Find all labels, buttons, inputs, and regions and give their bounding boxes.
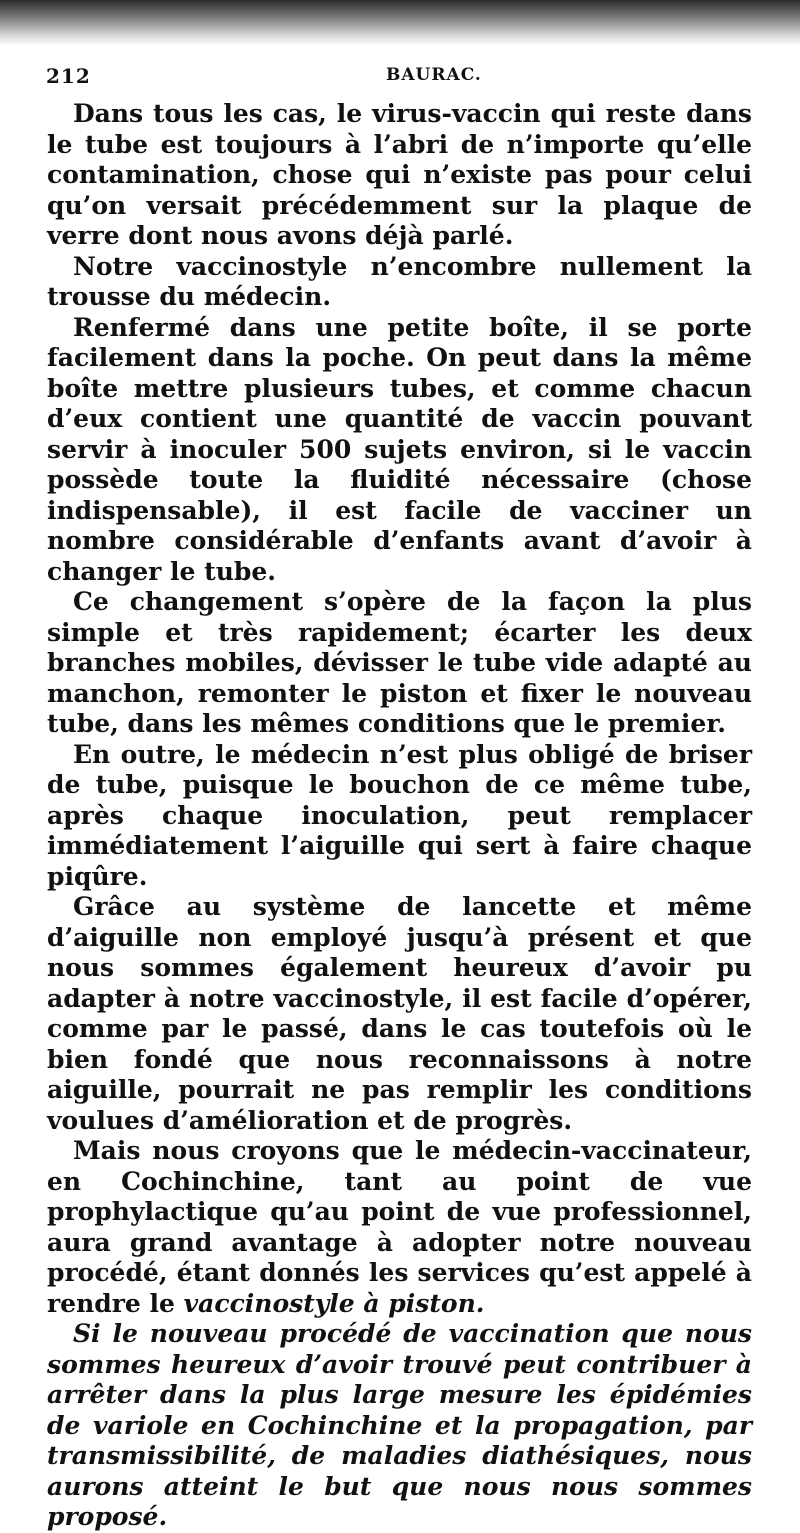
closing-paragraph: Si le nouveau procédé de vaccination que nous sommes heureux d’avoir trouvé peut contribuer à arrêter dans la plus large mesure les épidémies de variole en Cochinchine et la propagation, par transmissibilité, de maladies diathésiques, nous aurons atteint le but que nous nous sommes proposé. <box>47 1319 752 1531</box>
page-top-edge <box>0 0 800 46</box>
paragraph: Ce changement s’opère de la façon la plus simple et très rapidement; écarter les deux branches mobiles, dévisser le tube vide adapté au manchon, remonter le piston et fixer le nouveau tube, dans les mêmes conditions que le premier. <box>47 587 752 738</box>
paragraph: Grâce au système de lancette et même d’aiguille non employé jusqu’à présent et que nous sommes également heureux d’avoir pu adapter à notre vaccinostyle, il est facile d’opérer, comme par le passé, dans le cas toutefois où le bien fondé que nous reconnaissons à notre aiguille, pourrait ne pas remplir les conditions voulues d’amélioration et de progrès. <box>47 892 752 1135</box>
paragraph: Renfermé dans une petite boîte, il se porte facilement dans la poche. On peut dans la même boîte mettre plusieurs tubes, et comme chacun d’eux contient une quantité de vaccin pouvant servir à inoculer 500 sujets environ, si le vaccin possède toute la fluidité nécessaire (chose indispensable), il est facile de vacciner un nombre considérable d’enfants avant d’avoir à changer le tube. <box>47 312 752 586</box>
page-number: 212 <box>46 64 91 88</box>
running-head: BAURAC. <box>386 65 482 85</box>
paragraph-italic-text: vaccinostyle à piston. <box>183 1288 485 1318</box>
body-text <box>47 99 752 1533</box>
page-header <box>46 64 746 94</box>
paragraph-text: Mais nous croyons que le médecin-vaccinateur, en Cochinchine, tant au point de vue prophylactique qu’au point de vue professionnel, aura grand avantage à adopter notre nouveau procédé, étant donnés les services qu’est appelé à rendre le <box>47 1136 752 1318</box>
paragraph: Notre vaccinostyle n’encombre nullement la trousse du médecin. <box>47 251 752 311</box>
paragraph: Dans tous les cas, le virus-vaccin qui reste dans le tube est toujours à l’abri de n’importe qu’elle contamination, chose qui n’existe pas pour celui qu’on versait précédemment sur la plaque de verre dont nous avons déjà parlé. <box>47 99 752 250</box>
paragraph <box>47 1136 752 1319</box>
paragraph: En outre, le médecin n’est plus obligé de briser de tube, puisque le bouchon de ce même tube, après chaque inoculation, peut remplacer immédiatement l’aiguille qui sert à faire chaque piqûre. <box>47 739 752 891</box>
